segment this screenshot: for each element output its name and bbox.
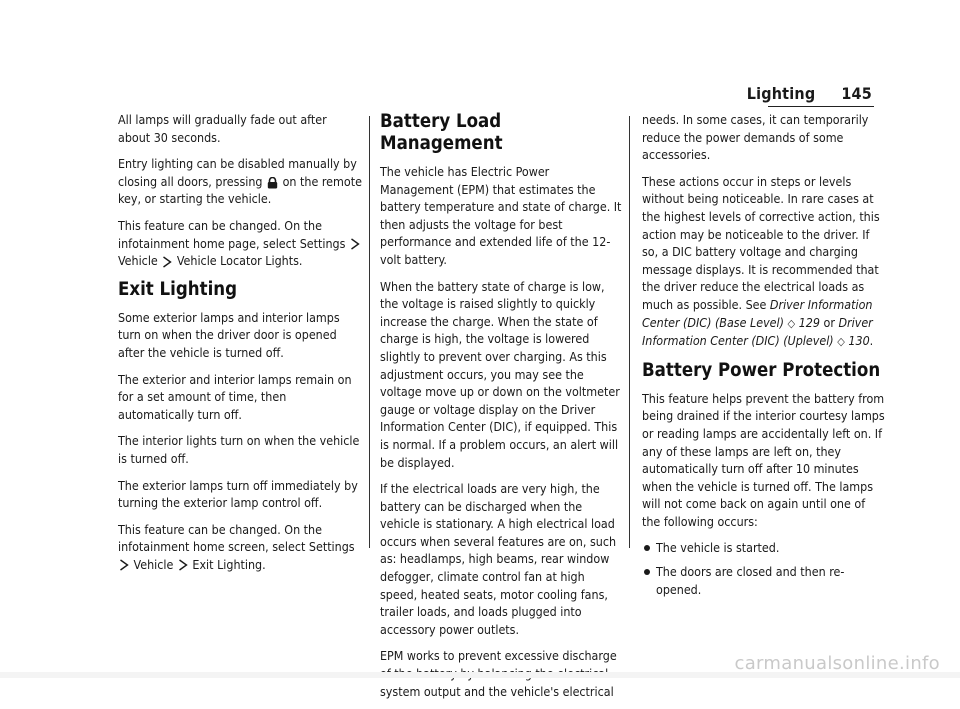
paragraph: This feature helps prevent the battery from being drained if the interior courtesy lamps or reading lamps are accidentally left on. If any of these lamps are left on, they automatically turn off after 10 minutes when the vehicle is turned off. The lamps will not come back on again until one of the following occurs: xyxy=(642,390,885,529)
chevron-right-icon xyxy=(178,559,188,571)
cross-reference-link[interactable]: Driver Information Center (DIC) (Uplevel) xyxy=(642,314,873,349)
watermark: carmanualsonline.info xyxy=(734,653,940,674)
column-divider xyxy=(369,116,370,548)
text: Entry lighting can be disabled manually by closing all doors, pressing xyxy=(118,156,357,189)
paragraph: Some exterior lamps and interior lamps turn on when the driver door is opened after the vehicle is turned off. xyxy=(118,309,340,360)
paragraph: When the battery state of charge is low, the voltage is raised slightly to quickly increase the charge. When the state of charge is high, the voltage is lowered slightly to prevent over charging. As this adjustment occurs, you may see the voltage move up or down on the voltmeter gauge or voltage display on the Driver Information Center (DIC), if equipped. This is normal. If a problem occurs, an alert will be displayed. xyxy=(380,278,620,470)
paragraph xyxy=(118,521,362,574)
lock-icon xyxy=(267,176,278,188)
page-number: 145 xyxy=(841,84,872,103)
text: Vehicle xyxy=(133,556,174,572)
list-item xyxy=(642,563,886,598)
text: Vehicle Locator Lights. xyxy=(176,253,303,269)
chevron-right-icon xyxy=(350,238,360,250)
paragraph: All lamps will gradually fade out after about 30 seconds. xyxy=(118,112,327,145)
paragraph: The interior lights turn on when the vehicle is turned off. xyxy=(118,433,360,466)
page-ref[interactable]: 130 xyxy=(848,333,870,349)
text: This feature can be changed. On the infotainment home screen, select Settings xyxy=(118,521,355,555)
heading-exit-lighting: Exit Lighting xyxy=(118,278,238,300)
page-ref[interactable]: 129 xyxy=(798,314,820,330)
chevron-right-icon xyxy=(162,256,172,268)
text: Vehicle xyxy=(118,253,158,269)
page-ref-icon: ◇ xyxy=(787,316,796,330)
text: on the remote key, or starting the vehicle. xyxy=(118,173,362,207)
text: . xyxy=(869,333,874,349)
paragraph xyxy=(118,217,362,270)
paragraph xyxy=(642,173,886,351)
paragraph: The vehicle has Electric Power Management (EPM) that estimates the battery temperature and state of charge. It then adjusts the voltage for best performance and extended life of the 12-volt battery. xyxy=(380,164,622,267)
column-left xyxy=(118,111,362,582)
paragraph: The exterior and interior lamps remain on for a set amount of time, then automatically turn off. xyxy=(118,371,352,422)
heading-battery-power-protection: Battery Power Protection xyxy=(642,359,881,381)
column-middle xyxy=(380,111,624,709)
bullet-list xyxy=(642,539,886,598)
text: These actions occur in steps or levels without being noticeable. In rare cases at the highest levels of corrective action, this action may be noticeable to the driver. If so, a DIC battery voltage and charging message displays. It is recommended that the driver reduce the electrical loads as much as possible. See xyxy=(642,173,880,312)
text: or xyxy=(823,314,835,330)
list-item xyxy=(642,539,886,557)
paragraph: needs. In some cases, it can temporarily reduce the power demands of some accessories. xyxy=(642,112,869,163)
list-item-text: The vehicle is started. xyxy=(656,540,780,556)
chevron-right-icon xyxy=(119,559,129,571)
text: This feature can be changed. On the infotainment home page, select Settings xyxy=(118,217,346,251)
header-rule xyxy=(768,106,874,107)
paragraph xyxy=(118,155,362,208)
list-item-text: The doors are closed and then re-opened. xyxy=(656,564,845,597)
page-ref-icon: ◇ xyxy=(837,335,845,349)
paragraph: The exterior lamps turn off immediately by turning the exterior lamp control off. xyxy=(118,477,358,511)
paragraph: If the electrical loads are very high, the battery can be discharged when the vehicle is stationary. A high electrical load occurs when several features are on, such as: headlamps, high beams, rear window defogger, climate control fan at high speed, heated seats, motor cooling fans, trailer loads, and loads plugged into accessory power outlets. xyxy=(380,481,617,637)
column-divider xyxy=(629,116,630,548)
section-title: Lighting xyxy=(746,84,816,103)
heading-battery-load-management: Battery Load Management xyxy=(380,111,503,154)
column-right xyxy=(642,111,886,604)
bullet-icon xyxy=(644,569,650,575)
page-header xyxy=(747,84,872,103)
paragraph: EPM works to prevent excessive discharge system output and the vehicle's electrical xyxy=(380,648,617,699)
cross-reference-link[interactable]: Driver Information Center (DIC) (Base Level) xyxy=(642,296,873,330)
text: Exit Lighting. xyxy=(192,556,266,572)
bullet-icon xyxy=(644,545,650,551)
